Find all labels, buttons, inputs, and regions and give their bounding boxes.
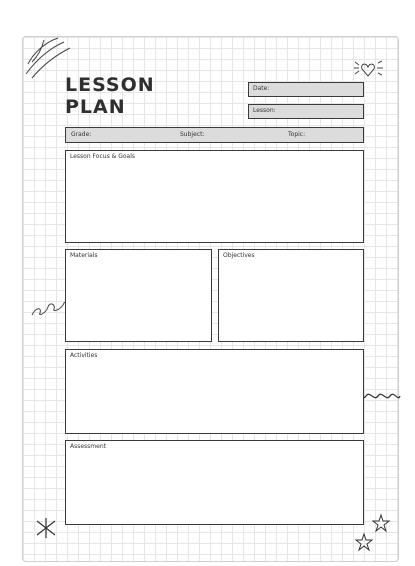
lesson-label: Lesson: (253, 107, 276, 114)
lesson-field[interactable] (248, 104, 364, 119)
objectives-box[interactable] (218, 249, 364, 342)
star-icon (355, 533, 373, 551)
focus-goals-label: Lesson Focus & Goals (70, 153, 135, 160)
subject-label: Subject: (180, 131, 205, 138)
assessment-box[interactable] (65, 440, 364, 525)
focus-goals-box[interactable] (65, 150, 364, 243)
activities-label: Activities (70, 352, 98, 359)
materials-label: Materials (70, 252, 98, 259)
asterisk-icon (34, 516, 58, 540)
activities-box[interactable] (65, 349, 364, 434)
page-title-line2: PLAN (65, 96, 126, 118)
heart-icon (352, 58, 386, 80)
grade-label: Grade: (71, 131, 92, 138)
page-title-line1: LESSON (65, 74, 155, 96)
info-bar[interactable] (65, 127, 364, 143)
star-icon (372, 514, 390, 532)
date-label: Date: (253, 85, 270, 92)
materials-box[interactable] (65, 249, 212, 342)
objectives-label: Objectives (223, 252, 255, 259)
topic-label: Topic: (288, 131, 306, 138)
date-field[interactable] (248, 82, 364, 97)
assessment-label: Assessment (70, 443, 106, 450)
